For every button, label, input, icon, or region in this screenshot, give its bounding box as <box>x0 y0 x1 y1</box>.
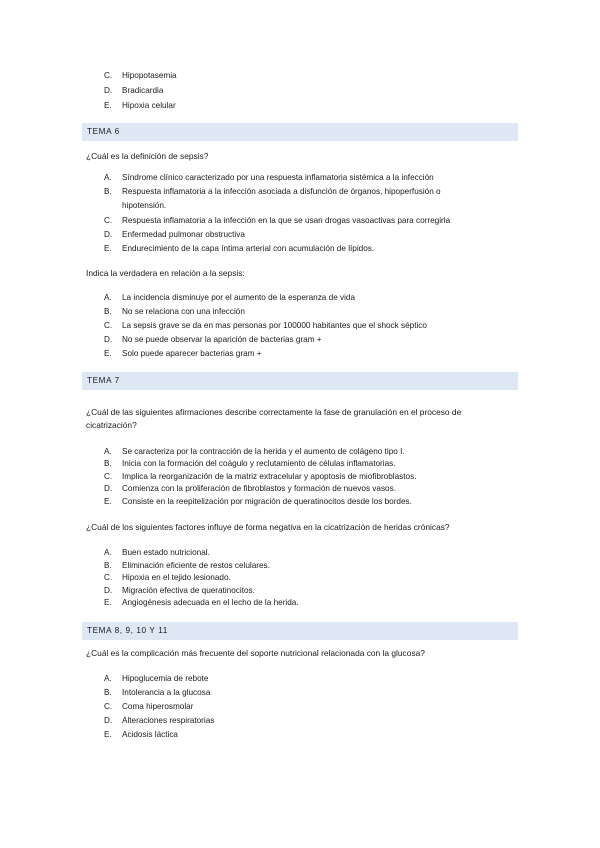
section-header: TEMA 8, 9, 10 Y 11 <box>82 622 518 640</box>
document-page: C. Hipopotasemia D. Bradicardia E. Hipoxia celular TEMA 6 ¿Cuál es la definición de sepsis? A. Síndrome clínico caracterizado por una respuesta inflamatoria sistémica a la infección B. Respuesta inflamatoria a la infección asociada a disfunción de órganos, hipoperfusión o hipotensión. C. Respuesta inflamatoria a la infección en la que se usan drogas vasoactivas para corregirla D. Enfermedad pulmonar obstructiva E. Endurecimiento de la capa íntima arterial con acumulación de lípidos. Indica la verdadera en relación a la sepsis: A. La incidencia disminuye por el aumento de la esperanza de vida B. No se relaciona con una infección C. La sepsis grave se da en mas personas por 100000 habitantes que el shock séptico D. No se puede observar la aparición de bacterias gram + E. Solo puede aparecer bacterias gram + TEMA 7 ¿Cuál de las siguientes afirmaciones describe correctamente la fase de granulación en el proceso de cicatrización? A. Se caracteriza por la contracción de la herida y el aumento de colágeno tipo I. B. Inicia con la formación del coágulo y reclutamiento de células inflamatorias. C. Implica la reorganización de la matriz extracelular y apoptosis de miofibroblastos. D. Comienza con la proliferación de fibroblastos y formación de nuevos vasos. E. Consiste en la reepitelización por migración de queratinocitos desde los bordes. ¿Cuál de los siguientes factores influye de forma negativa en la cicatrización de heridas crónicas? A. Buen estado nutricional. B. Eliminación eficiente de restos celulares. C. Hipoxia en el tejido lesionado. D. Migración efectiva de queratinocitos. E. Angiogénesis adecuada en el lecho de la herida. TEMA 8, 9, 10 Y 11 ¿Cuál es la complicación más frecuente del soporte nutricional relacionada con la glucosa? A. Hipoglucemia de rebote B. Intolerancia a la glucosa C. Coma hiperosmolar D. Alteraciones respiratorias E. Acidosis láctica <box>0 0 600 848</box>
question-text: ¿Cuál de los siguientes factores influye de forma negativa en la cicatrización de heridas crónicas? <box>86 522 450 532</box>
question-text: Indica la verdadera en relación a la sepsis: <box>86 268 245 278</box>
section-header: TEMA 7 <box>82 372 518 390</box>
question-text: ¿Cuál es la definición de sepsis? <box>86 151 209 161</box>
question-text-line: ¿Cuál de las siguientes afirmaciones describe correctamente la fase de granulación en el proceso de <box>86 407 462 417</box>
section-header: TEMA 6 <box>82 123 518 141</box>
question-text-line: cicatrización? <box>86 420 137 430</box>
question-text: ¿Cuál es la complicación más frecuente del soporte nutricional relacionada con la glucosa? <box>86 648 425 658</box>
